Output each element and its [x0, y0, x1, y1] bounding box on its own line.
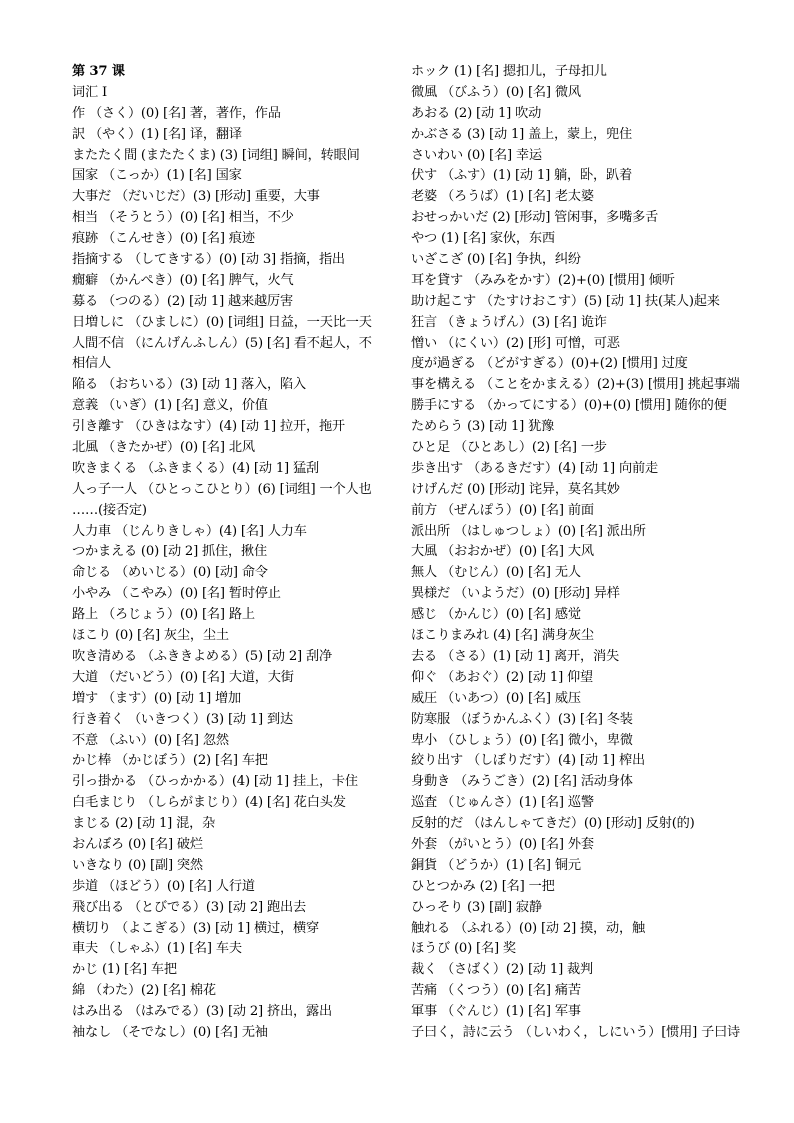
vocab-entry-line: 袖なし （そでなし）(0) [名] 无袖	[72, 1024, 268, 1040]
vocab-entry-line: 飛び出る （とびでる）(3) [动 2] 跑出去	[72, 899, 306, 915]
vocab-entry-line: 触れる （ふれる）(0) [动 2] 摸，动，触	[411, 920, 645, 936]
vocab-entry-line: 微風 （びふう）(0) [名] 微风	[411, 84, 581, 100]
vocab-entry-line: 人っ子一人 （ひとっこひとり）(6) [词组] 一个人也	[72, 481, 372, 497]
vocab-entry-line: 大道 （だいどう）(0) [名] 大道，大街	[72, 669, 294, 685]
vocab-entry-line: 癇癖 （かんぺき）(0) [名] 脾气，火气	[72, 272, 294, 288]
vocab-entry-line: 人力車 （じんりきしゃ）(4) [名] 人力车	[72, 523, 307, 539]
vocab-entry-line: 反射的だ （はんしゃてきだ）(0) [形动] 反射(的)	[411, 816, 695, 832]
vocab-entry-line: 事を構える （ことをかまえる）(2)+(3) [惯用] 挑起事端	[411, 377, 740, 393]
vocab-entry-line: 命じる （めいじる）(0) [动] 命令	[72, 565, 268, 581]
vocab-entry-line: 耳を貸す （みみをかす）(2)+(0) [惯用] 倾听	[411, 272, 675, 288]
vocab-entry-line: 大風 （おおかぜ）(0) [名] 大风	[411, 544, 594, 560]
lesson-title: 第 37 课	[72, 64, 125, 79]
vocab-entry-line: 吹きまくる （ふきまくる）(4) [动 1] 猛刮	[72, 460, 319, 476]
vocab-entry-line: さいわい (0) [名] 幸运	[411, 147, 542, 163]
vocab-entry-line: かぶさる (3) [动 1] 盖上，蒙上，兜住	[411, 126, 632, 142]
vocab-entry-line: ホック (1) [名] 摁扣儿，子母扣儿	[411, 64, 607, 79]
vocab-entry-line: 指摘する （してきする）(0) [动 3] 指摘，指出	[72, 252, 345, 268]
vocab-entry-line: 去る （さる）(1) [动 1] 离开，消失	[411, 648, 619, 664]
vocab-entry-line: 吹き清める （ふききよめる）(5) [动 2] 刮净	[72, 648, 332, 664]
vocab-entry-line: 銅貨 （どうか）(1) [名] 铜元	[411, 857, 581, 873]
vocab-entry-line: 助け起こす （たすけおこす）(5) [动 1] 扶(某人)起来	[411, 293, 720, 309]
vocab-entry-line: やつ (1) [名] 家伙，东西	[411, 231, 555, 247]
vocab-entry-line: ひっそり (3) [副] 寂静	[411, 899, 542, 915]
vocab-entry-line: 作 （さく）(0) [名] 著，著作，作品	[72, 105, 281, 121]
vocab-entry-line: またたく間 (またたくま) (3) [词组] 瞬间，转眼间	[72, 147, 360, 163]
vocab-entry-line: 訳 （やく）(1) [名] 译，翻译	[72, 126, 242, 142]
vocab-entry-line: はみ出る （はみでる）(3) [动 2] 挤出，露出	[72, 1004, 332, 1020]
vocab-entry-line: 伏す （ふす）(1) [动 1] 躺，卧，趴着	[411, 168, 632, 184]
vocab-entry-line: ひと足 （ひとあし）(2) [名] 一步	[411, 440, 607, 456]
vocab-entry-line: 募る （つのる）(2) [动 1] 越来越厉害	[72, 293, 293, 309]
section-title: 词汇 I	[72, 84, 107, 100]
vocab-entry-line: おせっかいだ (2) [形动] 管闲事，多嘴多舌	[411, 210, 659, 226]
left-column	[72, 62, 402, 1044]
vocab-entry-line: おんぼろ (0) [名] 破烂	[72, 836, 203, 852]
vocab-entry-line: かじ (1) [名] 车把	[72, 962, 177, 978]
vocab-entry-line: ほうび (0) [名] 奖	[411, 941, 516, 957]
vocab-entry-line: 綿 （わた）(2) [名] 棉花	[72, 983, 216, 999]
vocab-entry-line: 引き離す （ひきはなす）(4) [动 1] 拉开，拖开	[72, 419, 345, 435]
vocab-entry-line: かじ棒 （かじぼう）(2) [名] 车把	[72, 753, 268, 769]
vocab-entry-line: けげんだ (0) [形动] 诧异，莫名其妙	[411, 481, 620, 497]
vocab-entry-line: 増す （ます）(0) [动 1] 增加	[72, 690, 242, 706]
vocab-entry-line: 路上 （ろじょう）(0) [名] 路上	[72, 607, 255, 623]
vocab-entry-line: 車夫 （しゃふ）(1) [名] 车夫	[72, 941, 242, 957]
vocab-entry-line: 前方 （ぜんぽう）(0) [名] 前面	[411, 502, 594, 518]
vocab-entry-line: 度が過ぎる （どがすぎる）(0)+(2) [惯用] 过度	[411, 356, 688, 372]
vocab-entry-line: 巡査 （じゅんさ）(1) [名] 巡警	[411, 795, 594, 811]
vocab-entry-line: 異様だ （いようだ）(0) [形动] 异样	[411, 586, 620, 602]
vocab-entry-line: 卑小 （ひしょう）(0) [名] 微小，卑微	[411, 732, 633, 748]
vocab-entry-line: 痕跡 （こんせき）(0) [名] 痕迹	[72, 231, 255, 247]
vocab-entry-line: 不意 （ふい）(0) [名] 忽然	[72, 732, 229, 748]
vocab-entry-line: つかまえる (0) [动 2] 抓住，揪住	[72, 544, 267, 560]
vocab-entry-line: 外套 （がいとう）(0) [名] 外套	[411, 836, 594, 852]
vocab-entry-line: まじる (2) [动 1] 混，杂	[72, 816, 216, 832]
vocab-entry-line: 防寒服 （ぼうかんふく）(3) [名] 冬装	[411, 711, 633, 727]
vocab-entry-line: 憎い （にくい）(2) [形] 可憎，可恶	[411, 335, 620, 351]
vocab-entry-line: 勝手にする （かってにする）(0)+(0) [惯用] 随你的便	[411, 398, 727, 414]
vocab-entry-line: あおる (2) [动 1] 吹动	[411, 105, 542, 121]
vocab-entry-line: ほこり (0) [名] 灰尘，尘土	[72, 628, 229, 644]
vocab-entry-line: ほこりまみれ (4) [名] 满身灰尘	[411, 628, 594, 644]
vocab-entry-line: 北風 （きたかぜ）(0) [名] 北风	[72, 440, 255, 456]
vocab-entry-line: 仰ぐ （あおぐ）(2) [动 1] 仰望	[411, 669, 594, 685]
vocab-entry-line: いざこざ (0) [名] 争执，纠纷	[411, 252, 581, 268]
vocab-entry-line: 大事だ （だいじだ）(3) [形动] 重要，大事	[72, 189, 320, 205]
vocab-entry-line: 相当 （そうとう）(0) [名] 相当，不少	[72, 210, 294, 226]
vocab-entry-line: 国家 （こっか）(1) [名] 国家	[72, 168, 242, 184]
vocab-entry-line: ためらう (3) [动 1] 犹豫	[411, 419, 555, 435]
vocab-entry-line: 狂言 （きょうげん）(3) [名] 诡诈	[411, 314, 607, 330]
vocab-entry-line: 白毛まじり （しらがまじり）(4) [名] 花白头发	[72, 795, 346, 811]
vocab-entry-line: 小やみ （こやみ）(0) [名] 暂时停止	[72, 586, 281, 602]
vocab-entry-line: ひとつかみ (2) [名] 一把	[411, 878, 555, 894]
vocab-entry-line: 威圧 （いあつ）(0) [名] 威压	[411, 690, 581, 706]
vocab-entry-line: 歩き出す （あるきだす）(4) [动 1] 向前走	[411, 460, 658, 476]
vocab-entry-line: 相信人	[72, 356, 111, 372]
vocab-entry-line: 日増しに （ひましに）(0) [词组] 日益，一天比一天	[72, 314, 372, 330]
vocab-entry-line: 絞り出す （しぼりだす）(4) [动 1] 榨出	[411, 753, 645, 769]
vocab-entry-line: 意義 （いぎ）(1) [名] 意义，价值	[72, 398, 268, 414]
vocab-entry-line: 身動き （みうごき）(2) [名] 活动身体	[411, 774, 633, 790]
vocab-entry-line: 感じ （かんじ）(0) [名] 感觉	[411, 607, 581, 623]
vocab-entry-line: 歩道 （ほどう）(0) [名] 人行道	[72, 878, 255, 894]
vocab-entry-line: 苦痛 （くつう）(0) [名] 痛苦	[411, 983, 581, 999]
vocab-entry-line: 陥る （おちいる）(3) [动 1] 落入，陷入	[72, 377, 306, 393]
vocab-entry-line: いきなり (0) [副] 突然	[72, 857, 203, 873]
vocab-entry-line: 派出所 （はしゅつしょ）(0) [名] 派出所	[411, 523, 646, 539]
vocab-entry-line: 軍事 （ぐんじ）(1) [名] 军事	[411, 1004, 581, 1020]
vocab-entry-line: 行き着く （いきつく）(3) [动 1] 到达	[72, 711, 293, 727]
vocab-entry-line: 横切り （よこぎる）(3) [动 1] 横过，横穿	[72, 920, 319, 936]
vocab-entry-line: 引っ掛かる （ひっかかる）(4) [动 1] 挂上，卡住	[72, 774, 358, 790]
vocab-entry-line: ……(接否定)	[72, 502, 147, 518]
vocab-entry-line: 無人 （むじん）(0) [名] 无人	[411, 565, 581, 581]
vocab-entry-line: 人間不信 （にんげんふしん）(5) [名] 看不起人，不	[72, 335, 372, 351]
vocab-entry-line: 裁く （さばく）(2) [动 1] 裁判	[411, 962, 594, 978]
vocab-entry-line: 子曰く，詩に云う （しいわく，しにいう）[惯用] 子曰诗	[411, 1024, 741, 1040]
right-column	[411, 62, 781, 1044]
vocab-entry-line: 老婆 （ろうば）(1) [名] 老太婆	[411, 189, 594, 205]
